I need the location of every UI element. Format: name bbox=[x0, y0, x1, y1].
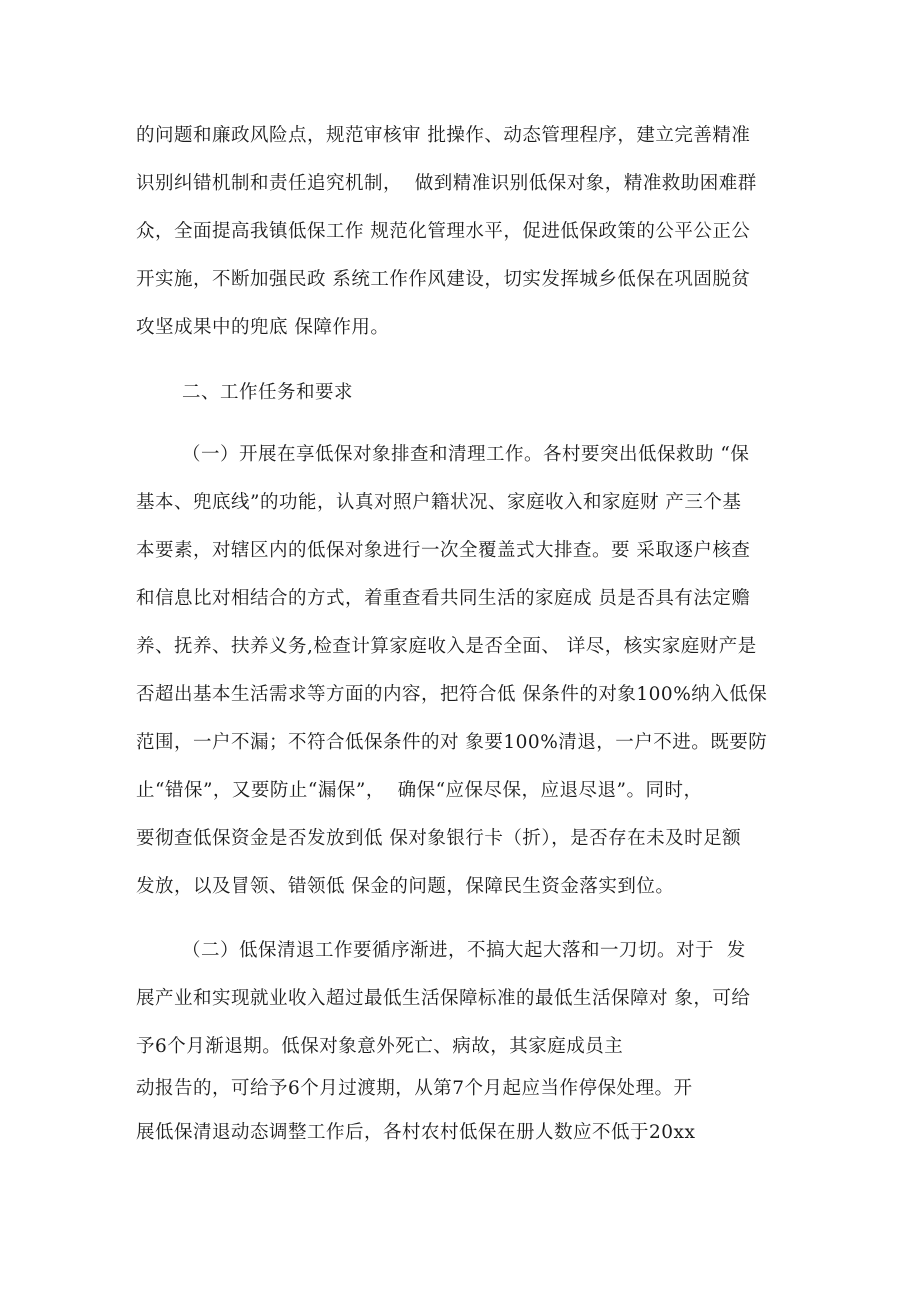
paragraph-3-line-2: 展产业和实现就业收入超过最低生活保障标准的最低生活保障对 象，可给 bbox=[136, 988, 751, 1009]
paragraph-1-line-2: 识别纠错机制和责任追究机制， 做到精准识别低保对象，精准救助困难群 bbox=[136, 173, 757, 194]
paragraph-2-line-4: 和信息比对相结合的方式，着重查看共同生活的家庭成 员是否具有法定赡 bbox=[136, 588, 751, 609]
paragraph-1-line-5: 攻坚成果中的兜底 保障作用。 bbox=[136, 317, 390, 338]
paragraph-2-line-2: 基本、兜底线”的功能，认真对照户籍状况、家庭收入和家庭财 产三个基 bbox=[136, 492, 742, 513]
paragraph-3-line-4: 动报告的，可给予6个月过渡期，从第7个月起应当作停保处理。开 bbox=[136, 1078, 693, 1099]
paragraph-1-line-3: 众，全面提高我镇低保工作 规范化管理水平，促进低保政策的公平公正公 bbox=[136, 221, 751, 242]
paragraph-1-line-4: 开实施，不断加强民政 系统工作作风建设，切实发挥城乡低保在巩固脱贫 bbox=[136, 269, 751, 290]
paragraph-2-line-10: 发放，以及冒领、错领低 保金的问题，保障民生资金落实到位。 bbox=[136, 876, 675, 897]
paragraph-2-line-9: 要彻查低保资金是否发放到低 保对象银行卡（折），是否存在未及时足额 bbox=[136, 828, 742, 849]
paragraph-3-line-5: 展低保清退动态调整工作后，各村农村低保在册人数应不低于20xx bbox=[136, 1122, 696, 1143]
paragraph-3-line-1: （二）低保清退工作要循序渐进，不搞大起大落和一刀切。对于 发 bbox=[182, 940, 746, 961]
paragraph-2-line-5: 养、抚养、扶养义务,检查计算家庭收入是否全面、 详尽，核实家庭财产是 bbox=[136, 636, 757, 657]
section-heading: 二、工作任务和要求 bbox=[182, 382, 354, 403]
paragraph-1-line-1: 的问题和廉政风险点，规范审核审 批操作、动态管理程序，建立完善精准 bbox=[136, 125, 751, 146]
paragraph-2-line-7: 范围，一户不漏；不符合低保条件的对 象要100%清退，一户不进。既要防 bbox=[136, 732, 768, 753]
paragraph-2-line-6: 否超出基本生活需求等方面的内容，把符合低 保条件的对象100%纳入低保 bbox=[136, 684, 768, 705]
paragraph-3-line-3: 予6个月渐退期。低保对象意外死亡、病故，其家庭成员主 bbox=[136, 1036, 624, 1057]
paragraph-2-line-8: 止“错保”，又要防止“漏保”， 确保“应保尽保，应退尽退”。同时， bbox=[136, 780, 703, 801]
paragraph-2-line-3: 本要素，对辖区内的低保对象进行一次全覆盖式大排查。要 采取逐户核查 bbox=[136, 540, 751, 561]
paragraph-2-line-1: （一）开展在享低保对象排查和清理工作。各村要突出低保救助 “保 bbox=[182, 444, 750, 465]
